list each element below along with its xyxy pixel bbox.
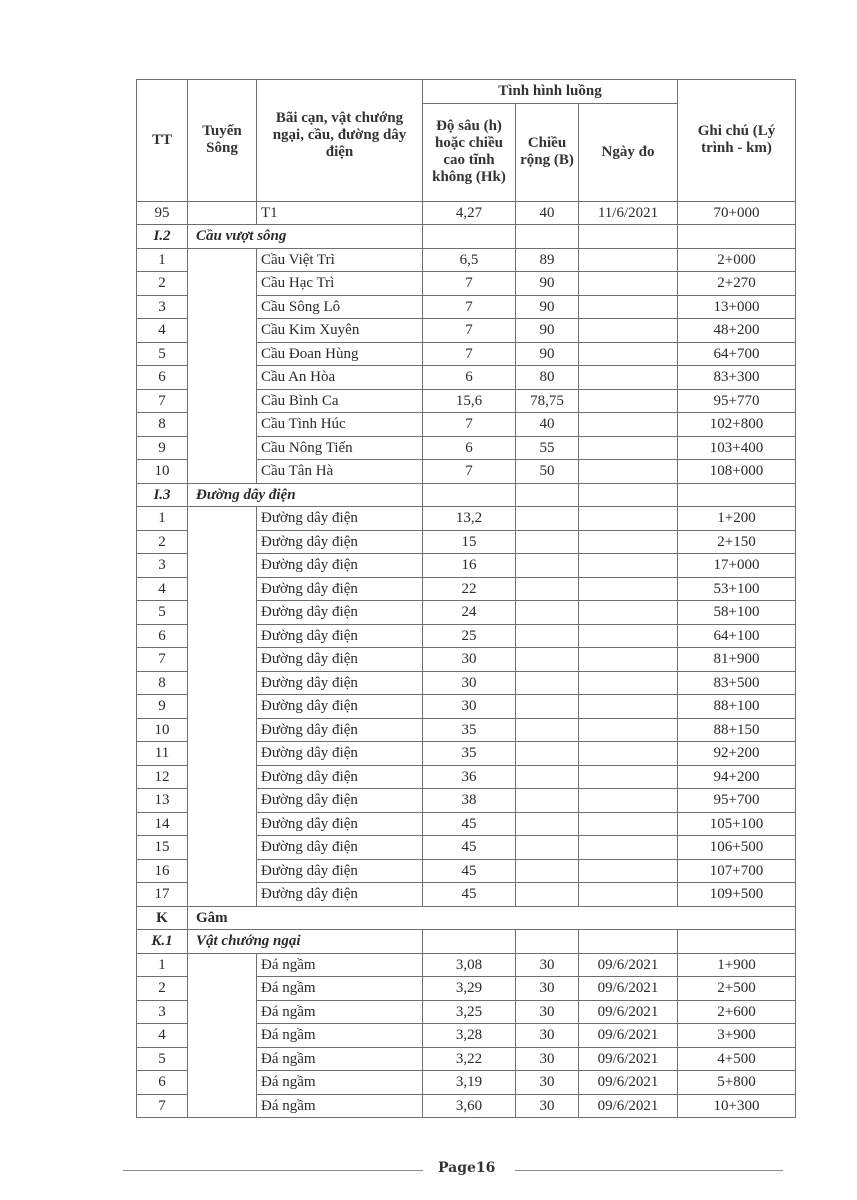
cell-depth: 13,2 xyxy=(423,507,516,531)
cell-tt: 1 xyxy=(137,507,188,531)
cell-width xyxy=(516,859,579,883)
empty-cell xyxy=(516,225,579,249)
cell-depth: 3,08 xyxy=(423,953,516,977)
cell-tt: 9 xyxy=(137,695,188,719)
empty-cell xyxy=(678,483,796,507)
cell-tt: 95 xyxy=(137,201,188,225)
cell-km: 53+100 xyxy=(678,577,796,601)
cell-km: 2+500 xyxy=(678,977,796,1001)
cell-depth: 24 xyxy=(423,601,516,625)
section-header-row xyxy=(137,225,796,249)
cell-km: 94+200 xyxy=(678,765,796,789)
cell-name: Đường dây điện xyxy=(257,859,423,883)
section-title: Gâm xyxy=(188,906,796,930)
cell-name: Đá ngầm xyxy=(257,1094,423,1118)
cell-name: Cầu Nông Tiến xyxy=(257,436,423,460)
cell-km: 88+150 xyxy=(678,718,796,742)
cell-tt: 16 xyxy=(137,859,188,883)
table-row xyxy=(137,248,796,272)
section-title: Cầu vượt sông xyxy=(188,225,423,249)
cell-km: 108+000 xyxy=(678,460,796,484)
cell-name: Cầu An Hòa xyxy=(257,366,423,390)
section-number: I.3 xyxy=(137,483,188,507)
cell-tt: 17 xyxy=(137,883,188,907)
cell-name: Đá ngầm xyxy=(257,1047,423,1071)
cell-depth: 3,19 xyxy=(423,1071,516,1095)
cell-tt: 1 xyxy=(137,953,188,977)
cell-km: 5+800 xyxy=(678,1071,796,1095)
cell-date xyxy=(579,812,678,836)
cell-tt: 8 xyxy=(137,413,188,437)
cell-name: Đường dây điện xyxy=(257,554,423,578)
cell-depth: 3,25 xyxy=(423,1000,516,1024)
cell-name: Cầu Hạc Trì xyxy=(257,272,423,296)
cell-date xyxy=(579,577,678,601)
footer-divider-left xyxy=(123,1170,423,1171)
cell-date xyxy=(579,460,678,484)
cell-tt: 14 xyxy=(137,812,188,836)
cell-width xyxy=(516,624,579,648)
cell-name: Cầu Sông Lô xyxy=(257,295,423,319)
cell-km: 3+900 xyxy=(678,1024,796,1048)
cell-km: 95+770 xyxy=(678,389,796,413)
cell-name: Cầu Kim Xuyên xyxy=(257,319,423,343)
cell-tt: 15 xyxy=(137,836,188,860)
cell-km: 10+300 xyxy=(678,1094,796,1118)
cell-km: 88+100 xyxy=(678,695,796,719)
cell-depth: 7 xyxy=(423,295,516,319)
cell-name: Đường dây điện xyxy=(257,577,423,601)
cell-tt: 3 xyxy=(137,1000,188,1024)
cell-depth: 3,29 xyxy=(423,977,516,1001)
cell-tt: 9 xyxy=(137,436,188,460)
cell-depth: 7 xyxy=(423,342,516,366)
cell-km: 58+100 xyxy=(678,601,796,625)
cell-tt: 2 xyxy=(137,530,188,554)
cell-width xyxy=(516,577,579,601)
section-header-row xyxy=(137,483,796,507)
section-header-row xyxy=(137,930,796,954)
header-ngay-do: Ngày đo xyxy=(579,103,678,201)
cell-name: Đường dây điện xyxy=(257,812,423,836)
cell-km: 48+200 xyxy=(678,319,796,343)
cell-name: Đường dây điện xyxy=(257,836,423,860)
empty-cell xyxy=(678,225,796,249)
cell-tuyen-song xyxy=(188,248,257,483)
cell-name: Cầu Đoan Hùng xyxy=(257,342,423,366)
cell-tt: 5 xyxy=(137,601,188,625)
cell-km: 83+300 xyxy=(678,366,796,390)
cell-name: Cầu Việt Trì xyxy=(257,248,423,272)
cell-name: Đường dây điện xyxy=(257,601,423,625)
cell-km: 2+150 xyxy=(678,530,796,554)
cell-date xyxy=(579,436,678,460)
section-number: K.1 xyxy=(137,930,188,954)
cell-date xyxy=(579,530,678,554)
cell-km: 13+000 xyxy=(678,295,796,319)
cell-tt: 10 xyxy=(137,718,188,742)
cell-depth: 35 xyxy=(423,718,516,742)
cell-name: Đá ngầm xyxy=(257,1024,423,1048)
cell-depth: 7 xyxy=(423,272,516,296)
cell-name: T1 xyxy=(257,201,423,225)
cell-name: Đường dây điện xyxy=(257,883,423,907)
empty-cell xyxy=(579,225,678,249)
cell-depth: 7 xyxy=(423,460,516,484)
cell-date: 09/6/2021 xyxy=(579,953,678,977)
cell-width xyxy=(516,718,579,742)
cell-depth: 3,22 xyxy=(423,1047,516,1071)
cell-date xyxy=(579,648,678,672)
page-number: Page16 xyxy=(438,1160,496,1176)
cell-date xyxy=(579,718,678,742)
empty-cell xyxy=(516,483,579,507)
cell-km: 4+500 xyxy=(678,1047,796,1071)
cell-date xyxy=(579,295,678,319)
cell-tt: 6 xyxy=(137,624,188,648)
cell-km: 2+600 xyxy=(678,1000,796,1024)
cell-tt: 3 xyxy=(137,295,188,319)
cell-km: 64+700 xyxy=(678,342,796,366)
cell-depth: 15 xyxy=(423,530,516,554)
cell-km: 103+400 xyxy=(678,436,796,460)
cell-width: 30 xyxy=(516,953,579,977)
cell-depth: 45 xyxy=(423,859,516,883)
cell-date xyxy=(579,248,678,272)
cell-km: 1+200 xyxy=(678,507,796,531)
cell-km: 106+500 xyxy=(678,836,796,860)
cell-depth: 45 xyxy=(423,883,516,907)
cell-depth: 6 xyxy=(423,436,516,460)
cell-depth: 30 xyxy=(423,671,516,695)
cell-tt: 2 xyxy=(137,977,188,1001)
cell-depth: 3,28 xyxy=(423,1024,516,1048)
cell-width xyxy=(516,648,579,672)
cell-tuyen-song xyxy=(188,507,257,907)
cell-width: 89 xyxy=(516,248,579,272)
cell-date xyxy=(579,883,678,907)
cell-depth: 25 xyxy=(423,624,516,648)
cell-depth: 38 xyxy=(423,789,516,813)
cell-width: 40 xyxy=(516,413,579,437)
cell-depth: 36 xyxy=(423,765,516,789)
cell-date xyxy=(579,695,678,719)
cell-km: 64+100 xyxy=(678,624,796,648)
cell-tt: 10 xyxy=(137,460,188,484)
cell-date xyxy=(579,742,678,766)
cell-name: Đường dây điện xyxy=(257,695,423,719)
cell-date: 09/6/2021 xyxy=(579,1024,678,1048)
cell-name: Đường dây điện xyxy=(257,765,423,789)
cell-width: 30 xyxy=(516,1000,579,1024)
cell-tt: 7 xyxy=(137,648,188,672)
cell-tuyen-song xyxy=(188,953,257,1118)
cell-width xyxy=(516,836,579,860)
cell-km: 109+500 xyxy=(678,883,796,907)
cell-name: Đá ngầm xyxy=(257,1071,423,1095)
cell-width xyxy=(516,765,579,789)
cell-km: 95+700 xyxy=(678,789,796,813)
cell-tt: 13 xyxy=(137,789,188,813)
header-do-sau: Độ sâu (h) hoặc chiều cao tĩnh không (Hk) xyxy=(423,103,516,201)
cell-name: Đường dây điện xyxy=(257,671,423,695)
cell-width xyxy=(516,671,579,695)
cell-name: Đường dây điện xyxy=(257,648,423,672)
cell-width: 90 xyxy=(516,295,579,319)
cell-km: 102+800 xyxy=(678,413,796,437)
cell-km: 1+900 xyxy=(678,953,796,977)
cell-depth: 30 xyxy=(423,648,516,672)
cell-date: 09/6/2021 xyxy=(579,977,678,1001)
cell-date xyxy=(579,413,678,437)
cell-km: 2+270 xyxy=(678,272,796,296)
cell-name: Đường dây điện xyxy=(257,789,423,813)
page-footer xyxy=(0,1158,857,1182)
cell-name: Cầu Bình Ca xyxy=(257,389,423,413)
cell-tt: 11 xyxy=(137,742,188,766)
table-row xyxy=(137,201,796,225)
cell-km: 2+000 xyxy=(678,248,796,272)
cell-tt: 7 xyxy=(137,1094,188,1118)
header-tuyen-song: Tuyến Sông xyxy=(188,80,257,202)
cell-width: 90 xyxy=(516,319,579,343)
cell-tt: 1 xyxy=(137,248,188,272)
cell-width: 90 xyxy=(516,342,579,366)
cell-width xyxy=(516,530,579,554)
header-bai-can: Bãi cạn, vật chướng ngại, cầu, đường dây điện xyxy=(257,80,423,202)
cell-width xyxy=(516,883,579,907)
cell-tt: 4 xyxy=(137,319,188,343)
cell-depth: 15,6 xyxy=(423,389,516,413)
cell-depth: 22 xyxy=(423,577,516,601)
header-tinh-hinh-luong: Tình hình luồng xyxy=(423,80,678,104)
cell-date xyxy=(579,342,678,366)
cell-date xyxy=(579,554,678,578)
cell-depth: 4,27 xyxy=(423,201,516,225)
cell-tt: 8 xyxy=(137,671,188,695)
cell-width xyxy=(516,812,579,836)
cell-name: Đá ngầm xyxy=(257,977,423,1001)
cell-depth: 45 xyxy=(423,836,516,860)
cell-width xyxy=(516,554,579,578)
section-header-row xyxy=(137,906,796,930)
cell-date xyxy=(579,507,678,531)
cell-width: 30 xyxy=(516,1024,579,1048)
cell-depth: 30 xyxy=(423,695,516,719)
cell-depth: 7 xyxy=(423,413,516,437)
cell-depth: 6 xyxy=(423,366,516,390)
cell-tt: 2 xyxy=(137,272,188,296)
cell-width: 30 xyxy=(516,1094,579,1118)
cell-date xyxy=(579,671,678,695)
cell-tt: 3 xyxy=(137,554,188,578)
cell-name: Đường dây điện xyxy=(257,718,423,742)
empty-cell xyxy=(579,930,678,954)
cell-date xyxy=(579,366,678,390)
cell-km: 107+700 xyxy=(678,859,796,883)
cell-width xyxy=(516,742,579,766)
cell-width: 90 xyxy=(516,272,579,296)
table-row xyxy=(137,507,796,531)
header-ghi-chu: Ghi chú (Lý trình - km) xyxy=(678,80,796,202)
section-title: Đường dây điện xyxy=(188,483,423,507)
cell-date xyxy=(579,836,678,860)
header-chieu-rong: Chiều rộng (B) xyxy=(516,103,579,201)
cell-name: Cầu Tình Húc xyxy=(257,413,423,437)
cell-name: Cầu Tân Hà xyxy=(257,460,423,484)
empty-cell xyxy=(423,930,516,954)
cell-name: Đường dây điện xyxy=(257,507,423,531)
cell-depth: 7 xyxy=(423,319,516,343)
cell-width: 30 xyxy=(516,1071,579,1095)
cell-tt: 4 xyxy=(137,1024,188,1048)
cell-width: 78,75 xyxy=(516,389,579,413)
cell-km: 105+100 xyxy=(678,812,796,836)
cell-date: 09/6/2021 xyxy=(579,1000,678,1024)
cell-name: Đường dây điện xyxy=(257,742,423,766)
cell-date: 09/6/2021 xyxy=(579,1047,678,1071)
cell-tt: 4 xyxy=(137,577,188,601)
cell-width xyxy=(516,789,579,813)
cell-width: 30 xyxy=(516,977,579,1001)
cell-km: 70+000 xyxy=(678,201,796,225)
header-tt: TT xyxy=(137,80,188,202)
empty-cell xyxy=(579,483,678,507)
section-title: Vật chướng ngại xyxy=(188,930,423,954)
cell-km: 83+500 xyxy=(678,671,796,695)
cell-name: Đá ngầm xyxy=(257,953,423,977)
cell-date xyxy=(579,765,678,789)
cell-date xyxy=(579,319,678,343)
cell-date xyxy=(579,389,678,413)
cell-km: 92+200 xyxy=(678,742,796,766)
cell-width: 50 xyxy=(516,460,579,484)
cell-depth: 45 xyxy=(423,812,516,836)
cell-width xyxy=(516,695,579,719)
table-row xyxy=(137,953,796,977)
cell-tt: 6 xyxy=(137,1071,188,1095)
cell-width: 30 xyxy=(516,1047,579,1071)
cell-date xyxy=(579,859,678,883)
cell-name: Đường dây điện xyxy=(257,624,423,648)
cell-name: Đá ngầm xyxy=(257,1000,423,1024)
channel-status-table xyxy=(136,79,796,1118)
cell-date xyxy=(579,272,678,296)
cell-width: 40 xyxy=(516,201,579,225)
footer-divider-right xyxy=(515,1170,783,1171)
cell-date: 09/6/2021 xyxy=(579,1094,678,1118)
cell-width: 80 xyxy=(516,366,579,390)
cell-tt: 7 xyxy=(137,389,188,413)
cell-km: 17+000 xyxy=(678,554,796,578)
cell-name: Đường dây điện xyxy=(257,530,423,554)
cell-date: 11/6/2021 xyxy=(579,201,678,225)
cell-width xyxy=(516,507,579,531)
cell-tt: 5 xyxy=(137,342,188,366)
cell-tuyen-song xyxy=(188,201,257,225)
cell-tt: 12 xyxy=(137,765,188,789)
cell-tt: 6 xyxy=(137,366,188,390)
cell-depth: 16 xyxy=(423,554,516,578)
section-number: I.2 xyxy=(137,225,188,249)
cell-date xyxy=(579,789,678,813)
cell-date: 09/6/2021 xyxy=(579,1071,678,1095)
cell-width xyxy=(516,601,579,625)
cell-depth: 6,5 xyxy=(423,248,516,272)
cell-date xyxy=(579,601,678,625)
cell-depth: 3,60 xyxy=(423,1094,516,1118)
empty-cell xyxy=(423,225,516,249)
cell-tt: 5 xyxy=(137,1047,188,1071)
empty-cell xyxy=(678,930,796,954)
section-number: K xyxy=(137,906,188,930)
cell-date xyxy=(579,624,678,648)
cell-km: 81+900 xyxy=(678,648,796,672)
empty-cell xyxy=(516,930,579,954)
cell-depth: 35 xyxy=(423,742,516,766)
cell-width: 55 xyxy=(516,436,579,460)
empty-cell xyxy=(423,483,516,507)
